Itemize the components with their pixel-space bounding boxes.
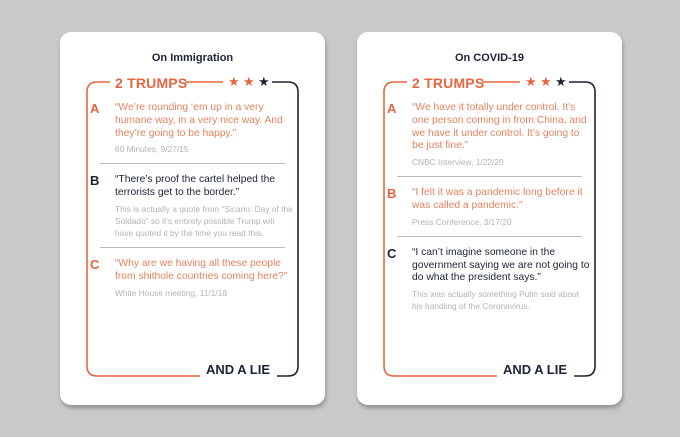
- entry-source: CNBC Interview, 1/22/20: [412, 157, 504, 168]
- star-icon: ★: [228, 74, 240, 89]
- entry-source: 60 Minutes, 9/27/15: [115, 144, 189, 155]
- header-label: 2 TRUMPS: [115, 75, 188, 91]
- entry-a: [88, 102, 293, 155]
- entry-c: [385, 247, 590, 312]
- entry-quote: “I can’t imagine someone in the government saying we are not going to do what the president says.”: [412, 246, 590, 284]
- entry-c: [88, 258, 293, 299]
- entry-letter: A: [387, 101, 397, 116]
- entry-letter: C: [387, 245, 397, 261]
- star-icon: ★: [243, 74, 255, 89]
- footer-label: AND A LIE: [206, 362, 271, 377]
- entry-quote: “We have it totally under control. It’s one person coming in from China, and we have it under control. It’s going to be just fine.”: [412, 102, 587, 152]
- divider: [100, 247, 285, 248]
- entry-letter: B: [387, 186, 397, 202]
- entry-quote: “Why are we having all these people from shithole countries coming here?”: [115, 257, 288, 282]
- entry-source: White House meeting, 11/1/18: [115, 287, 228, 298]
- entry-quote: “We’re rounding ‘em up in a very humane way, in a very nice way. And they’re going to be happy.”: [115, 102, 283, 139]
- card-title: On COVID-19: [454, 52, 525, 64]
- entry-source: This is actually a quote from “Sicario: Day of the Soldado” so it’s entirely possible Trump will have quoted it by the time you read this.: [115, 203, 293, 238]
- entry-letter: A: [90, 101, 100, 116]
- card-covid: [357, 32, 622, 405]
- entry-source: This was actually something Putin said about his handling of the Coronavirus.: [412, 289, 580, 312]
- star-icon: ★: [540, 74, 552, 89]
- header-label: 2 TRUMPS: [412, 75, 485, 91]
- card-title: On Immigration: [151, 52, 234, 64]
- divider: [397, 236, 582, 237]
- entry-quote: “There’s proof the cartel helped the terrorists get to the border.”: [115, 174, 276, 199]
- footer-label: AND A LIE: [503, 362, 568, 377]
- entry-b: [385, 187, 590, 228]
- star-icon: ★: [258, 74, 270, 89]
- divider: [100, 163, 285, 164]
- star-icon: ★: [555, 74, 567, 89]
- entry-source: Press Conference, 3/17/20: [412, 216, 512, 227]
- entry-b: [88, 174, 293, 239]
- entry-quote: “I felt it was a pandemic long before it was called a pandemic.”: [412, 187, 583, 211]
- entry-letter: C: [90, 256, 100, 272]
- entry-a: [385, 102, 590, 168]
- star-icon: ★: [525, 74, 537, 89]
- card-immigration: [60, 32, 325, 405]
- entry-letter: B: [90, 173, 100, 189]
- divider: [397, 176, 582, 177]
